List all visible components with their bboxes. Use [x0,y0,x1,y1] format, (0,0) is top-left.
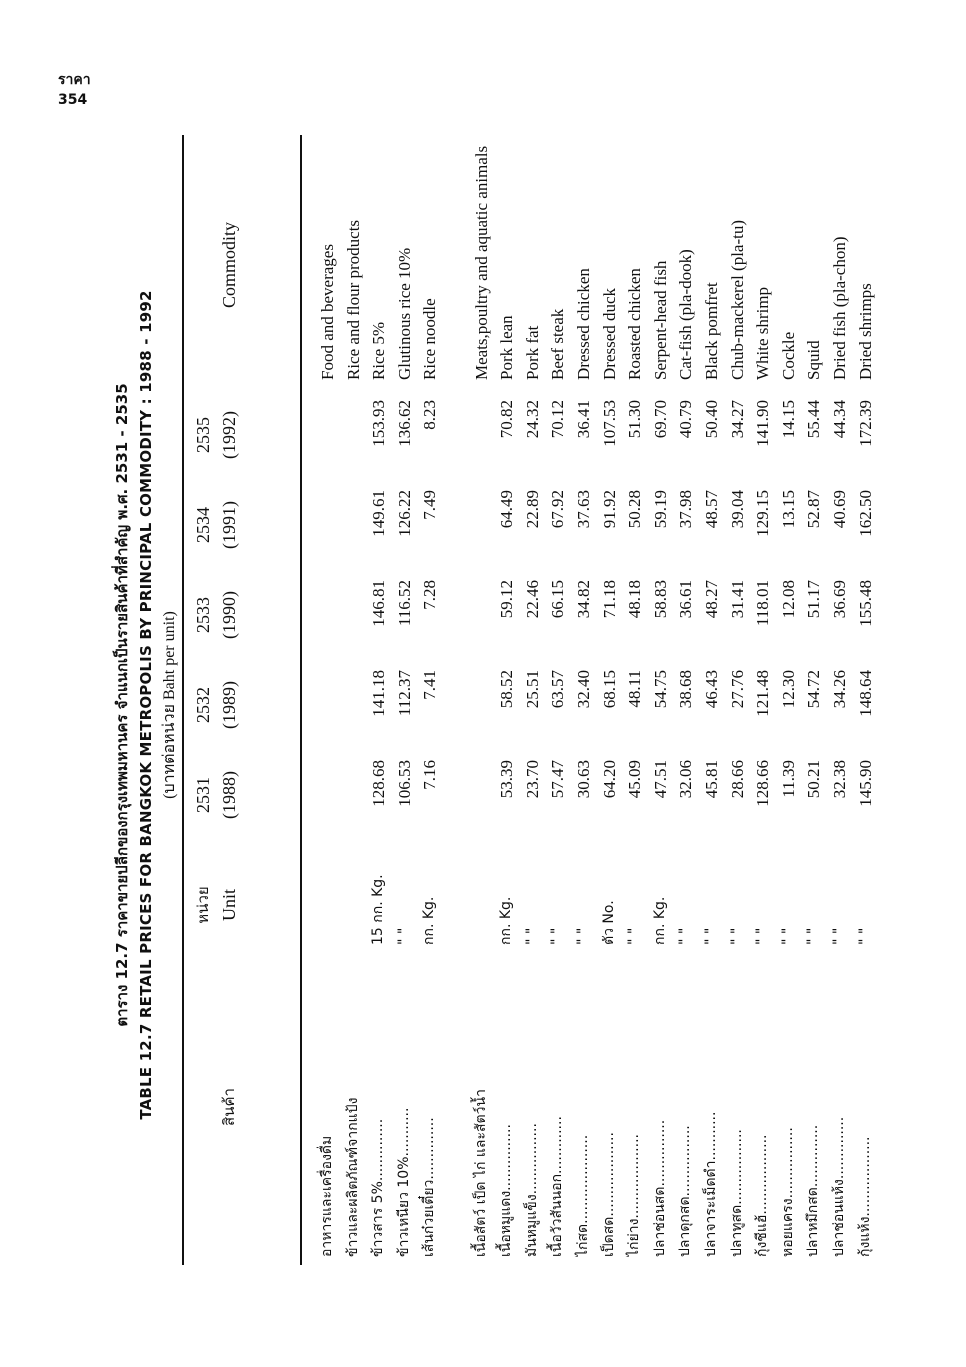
item-thai: เนื้อวัวสันนอก............. [549,1116,566,1257]
price-cell: 64.49 [497,490,517,529]
category-row [469,135,494,1265]
item-unit: " " [677,927,694,945]
item-english: Black pomfret [702,282,721,380]
item-english: Dressed duck [599,287,619,380]
header-year-5-ad: (1992) [219,411,239,459]
price-cell: 24.32 [522,400,542,439]
price-cell: 126.22 [394,490,414,537]
category-row [443,135,468,1265]
price-cell: 162.50 [855,490,875,537]
table-row [750,135,775,1265]
price-cell: 155.48 [855,580,875,627]
category-row [315,135,340,1265]
item-thai: ปลาช่อนสด............... [651,1119,668,1257]
table-row [366,135,391,1265]
header-year-2 [190,665,242,745]
price-cell: 34.26 [830,670,849,709]
item-english: Food and beverages [318,244,337,380]
item-english: Rice and flour products [343,219,363,380]
rotated-table [110,105,875,1305]
page-header [58,70,91,110]
item-thai: กุ้งแห้ง.................. [856,1136,873,1257]
item-english: Squid [804,340,824,380]
item-thai: ปลาช่อนแห้ง.............. [831,1116,847,1257]
price-cell: 22.89 [522,490,542,529]
item-english: White shrimp [753,286,773,380]
item-thai: อาหารและเครื่องดื่ม [319,1135,335,1257]
price-cell: 27.76 [727,670,747,709]
price-cell: 141.18 [369,670,389,717]
category-row [341,135,366,1265]
table-row [648,135,673,1265]
header-thai-item [216,957,242,1257]
item-unit: " " [728,927,745,945]
header-year-5 [190,395,242,475]
table-row [622,135,647,1265]
table-row [725,135,750,1265]
price-cell: 7.28 [420,580,440,610]
price-cell: 116.52 [394,580,414,627]
header-year-3 [190,575,242,655]
price-cell: 129.15 [753,490,773,537]
header-year-5-be: 2535 [193,417,213,453]
price-cell: 14.15 [778,400,798,439]
price-cell: 118.01 [753,580,773,627]
item-unit: " " [549,927,566,945]
table-row [392,135,417,1265]
price-cell: 50.40 [702,400,721,439]
price-cell: 59.19 [650,490,670,529]
item-english: Pork fat [522,325,542,380]
price-cell: 22.46 [522,580,542,619]
header-year-4 [190,485,242,565]
table-row [827,135,852,1265]
price-cell: 149.61 [369,490,389,537]
price-cell: 70.82 [497,400,517,439]
price-cell: 25.51 [522,670,542,709]
table-row [520,135,545,1265]
item-unit: " " [395,927,412,945]
price-cell: 51.30 [625,400,645,439]
price-cell: 39.04 [727,490,747,529]
price-cell: 8.23 [420,400,440,430]
item-thai: เนื้อหมูแดง............... [498,1124,515,1257]
price-cell: 70.12 [548,400,568,439]
price-cell: 46.43 [702,670,721,709]
price-cell: 153.93 [369,400,389,447]
item-thai: ปลาดุกสด................ [677,1125,694,1257]
item-english: Roasted chicken [625,268,645,380]
price-cell: 48.27 [702,580,721,619]
item-unit: " " [626,927,643,945]
price-cell: 34.82 [574,580,593,619]
price-cell: 30.63 [574,760,593,799]
table-row [571,135,596,1265]
item-thai: ปลาจาระเม็ดดำ........... [703,1111,719,1257]
header-year-4-ad: (1991) [219,501,239,549]
item-unit: กก. Kg. [421,896,438,945]
price-cell: 64.20 [599,760,619,799]
title-unit: (บาทต่อหน่วย Baht per unit) [161,611,178,799]
price-cell: 51.17 [804,580,824,619]
price-cell: 40.79 [676,400,696,439]
price-cell: 67.92 [548,490,568,529]
table-row [699,135,724,1265]
item-thai: หอยแครง................ [779,1127,796,1257]
item-english: Dried fish (pla-chon) [830,236,849,380]
item-thai: ไก่ย่าง................... [626,1134,643,1257]
price-cell: 112.37 [394,670,414,717]
header-unit-en: Unit [219,889,239,922]
price-cell: 31.41 [727,580,747,619]
price-cell: 146.81 [369,580,389,627]
section-label: ราคา [58,72,91,88]
item-unit: 15 กก. Kg. [370,874,387,945]
top-rule [182,135,184,1265]
table-row [853,135,878,1265]
price-cell: 44.34 [830,400,849,439]
price-cell: 7.49 [420,490,440,520]
item-thai: ไก่สด.................... [575,1134,591,1257]
price-cell: 63.57 [548,670,568,709]
item-unit: " " [575,927,591,945]
header-unit-th: หน่วย [194,886,212,924]
item-unit: กก. Kg. [651,896,668,945]
item-unit: กก. Kg. [498,896,515,945]
header-year-1 [190,755,242,835]
header-year-1-be: 2531 [193,777,213,813]
item-thai: กุ้งชีแฮ้.................. [754,1134,771,1257]
price-cell: 136.62 [394,400,414,447]
table-row [776,135,801,1265]
table-row [494,135,519,1265]
price-cell: 48.18 [625,580,645,619]
item-english: Beef steak [548,308,568,380]
item-unit: " " [703,927,719,945]
item-thai: มันหมูแข็ง................ [523,1123,540,1257]
price-cell: 11.39 [778,760,798,798]
table-row [673,135,698,1265]
price-cell: 54.72 [804,670,824,709]
title-english: TABLE 12.7 RETAIL PRICES FOR BANGKOK METROPOLIS BY PRINCIPAL COMMODITY : 1988 - 1992 [137,290,155,1120]
price-cell: 58.83 [650,580,670,619]
item-unit: ตัว No. [600,900,617,945]
item-thai: เป็ดสด................... [600,1132,617,1257]
price-cell: 121.48 [753,670,773,717]
price-cell: 36.61 [676,580,696,619]
price-cell: 71.18 [599,580,619,619]
price-cell: 59.12 [497,580,517,619]
price-cell: 69.70 [650,400,670,439]
price-cell: 128.68 [369,760,389,807]
price-cell: 28.66 [727,760,747,799]
price-cell: 55.44 [804,400,824,439]
price-cell: 66.15 [548,580,568,619]
item-english: Rice noodle [420,298,440,380]
price-cell: 32.38 [830,760,849,799]
price-cell: 68.15 [599,670,619,709]
item-thai: ข้าวและผลิตภัณฑ์จากแป้ง [344,1097,361,1257]
price-cell: 45.09 [625,760,645,799]
price-cell: 50.21 [804,760,824,799]
price-cell: 34.27 [727,400,747,439]
item-thai: ปลาหมึกสด.............. [805,1124,822,1257]
price-cell: 172.39 [855,400,875,447]
item-thai: เนื้อสัตว์ เป็ด ไก่ และสัตว์น้ำ [472,1089,489,1257]
table-row [417,135,442,1265]
header-year-2-ad: (1989) [219,681,239,729]
price-cell: 45.81 [702,760,721,799]
price-cell: 36.41 [574,400,593,439]
price-cell: 53.39 [497,760,517,799]
title-thai: ตาราง 12.7 ราคาขายปลีกของกรุงเทพมหานคร จำแนกเป็นรายสินค้าที่สำคัญ พ.ศ. 2531 - 2535 [113,383,131,1027]
item-english: Glutinous rice 10% [394,247,414,380]
price-cell: 48.11 [625,670,645,708]
item-unit: " " [805,927,822,945]
item-unit: " " [779,927,796,945]
item-unit: " " [523,927,540,945]
header-unit [190,865,242,945]
price-cell: 38.68 [676,670,696,709]
header-year-1-ad: (1988) [219,771,239,819]
item-unit: " " [856,927,873,945]
header-year-2-be: 2532 [193,687,213,723]
price-cell: 50.28 [625,490,645,529]
price-cell: 54.75 [650,670,670,709]
table-row [545,135,570,1265]
price-cell: 91.92 [599,490,619,529]
header-rule [300,135,302,1265]
price-cell: 148.64 [855,670,875,717]
price-cell: 37.98 [676,490,696,529]
price-cell: 47.51 [650,760,670,799]
item-english: Cockle [778,331,798,380]
item-unit: " " [831,927,847,945]
header-thai-item-label: สินค้า [220,1088,238,1126]
item-english: Dressed chicken [574,268,593,380]
item-english: Meats,poultry and aquatic animals [471,145,491,380]
price-cell: 7.16 [420,760,440,790]
price-cell: 58.52 [497,670,517,709]
price-cell: 106.53 [394,760,414,807]
page-number: 354 [58,92,88,108]
header-year-3-ad: (1990) [219,591,239,639]
price-cell: 37.63 [574,490,593,529]
price-cell: 52.87 [804,490,824,529]
table-row [801,135,826,1265]
table-row [597,135,622,1265]
header-year-4-be: 2534 [193,507,213,543]
item-thai: ปลาทูสด................. [728,1129,745,1257]
price-cell: 40.69 [830,490,849,529]
price-cell: 57.47 [548,760,568,799]
item-thai: ข้าวเหนียว 10%........... [395,1107,412,1257]
item-unit: " " [754,927,771,945]
price-cell: 145.90 [855,760,875,807]
item-english: Cat-fish (pla-dook) [676,249,696,380]
item-thai: ข้าวสาร 5%.............. [370,1118,387,1257]
price-cell: 13.15 [778,490,798,529]
price-cell: 32.06 [676,760,696,799]
price-cell: 128.66 [753,760,773,807]
price-cell: 141.90 [753,400,773,447]
header-commodity [216,150,242,380]
price-cell: 107.53 [599,400,619,447]
price-cell: 32.40 [574,670,593,709]
price-cell: 36.69 [830,580,849,619]
price-cell: 48.57 [702,490,721,529]
table-title [110,105,182,1305]
item-english: Dried shrimps [855,283,875,380]
price-cell: 23.70 [522,760,542,799]
item-english: Rice 5% [369,321,389,380]
item-english: Chub-mackerel (pla-tu) [727,219,747,380]
header-commodity-label: Commodity [219,222,239,309]
header-year-3-be: 2533 [193,597,213,633]
price-cell: 12.08 [778,580,798,619]
item-english: Pork lean [497,315,517,380]
item-thai: เส้นก๋วยเตี๋ยว.............. [421,1117,438,1257]
price-cell: 12.30 [778,670,798,709]
item-english: Serpent-head fish [650,260,670,380]
price-cell: 7.41 [420,670,440,700]
